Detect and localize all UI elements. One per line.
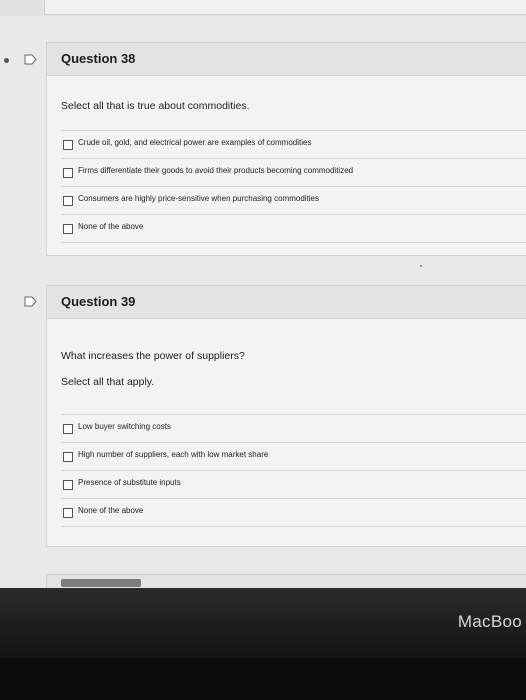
answer-option[interactable] (61, 415, 526, 443)
checkbox[interactable] (63, 168, 73, 178)
previous-question-remnant (0, 0, 526, 16)
option-label: Presence of substitute inputs (78, 478, 181, 487)
cropped-title-text (61, 579, 141, 587)
question-prompt: What increases the power of suppliers? (61, 350, 245, 362)
option-label: Crude oil, gold, and electrical power are examples of commodities (78, 138, 312, 147)
flag-question-icon[interactable] (24, 54, 37, 65)
answer-option[interactable] (61, 159, 526, 187)
nav-dot (4, 58, 9, 63)
answer-option[interactable] (61, 443, 526, 471)
option-label: Low buyer switching costs (78, 422, 171, 431)
question-38-card (46, 42, 526, 256)
question-instruction: Select all that apply. (61, 376, 155, 388)
answer-option[interactable] (61, 215, 526, 243)
checkbox[interactable] (63, 452, 73, 462)
question-38-header (47, 43, 526, 76)
option-label: None of the above (78, 222, 144, 231)
stray-dot (420, 265, 422, 267)
checkbox[interactable] (63, 196, 73, 206)
option-label: Firms differentiate their goods to avoid their products becoming commoditized (78, 166, 354, 175)
checkbox[interactable] (63, 224, 73, 234)
option-label: None of the above (78, 506, 144, 515)
option-label: High number of suppliers, each with low market share (78, 450, 269, 459)
question-39-header (47, 286, 526, 319)
checkbox[interactable] (63, 508, 73, 518)
checkbox[interactable] (63, 480, 73, 490)
question-39-card (46, 285, 526, 547)
answer-options (61, 414, 526, 527)
question-title: Question 39 (61, 294, 136, 309)
question-40-header-partial (46, 574, 526, 588)
checkbox[interactable] (63, 424, 73, 434)
laptop-lip (0, 658, 526, 700)
checkbox[interactable] (63, 140, 73, 150)
answer-option[interactable] (61, 499, 526, 527)
laptop-brand-logo: MacBoo (457, 612, 522, 631)
question-prompt: Select all that is true about commodities. (61, 100, 250, 112)
question-title: Question 38 (61, 51, 136, 66)
flag-question-icon[interactable] (24, 296, 37, 307)
answer-options (61, 130, 526, 243)
answer-option[interactable] (61, 187, 526, 215)
option-label: Consumers are highly price-sensitive when purchasing commodities (78, 194, 319, 203)
answer-option[interactable] (61, 131, 526, 159)
answer-option[interactable] (61, 471, 526, 499)
